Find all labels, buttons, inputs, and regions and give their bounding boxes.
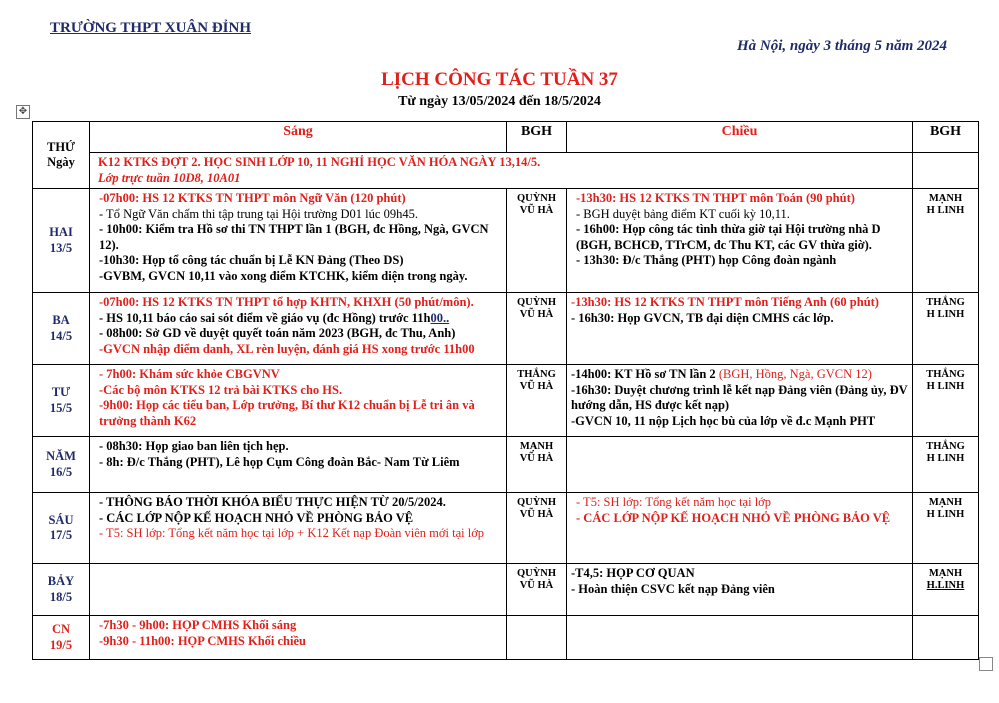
table-resize-handle-icon[interactable] [979,657,993,671]
list-item: - 08h00: Sở GD về duyệt quyết toán năm 2023 (BGH, đc Thu, Anh) [99,326,456,340]
bgh-morning-cell [507,616,567,660]
list-item: - CÁC LỚP NỘP KẾ HOẠCH NHỎ VỀ PHÒNG BẢO VỆ [99,510,414,525]
bgh-morning-cell [507,293,567,365]
day-name: CN [51,622,71,636]
bgh-name: VŨ HÀ [519,509,554,520]
list-item-text: - HS 10,11 báo cáo sai sót điểm về giáo vụ (đc Hồng) trước 11h [99,310,431,325]
day-header-line2: Ngày [47,155,75,169]
day-date: 18/5 [49,589,73,604]
list-item: -10h30: Họp tổ công tác chuẩn bị Lễ KN Đảng (Theo DS) [99,253,404,267]
list-item: -13h30: HS 12 KTKS TN THPT môn Tiếng Anh (60 phút) [571,295,879,309]
bgh-name: VŨ HÀ [519,205,554,216]
school-name: TRƯỜNG THPT XUÂN ĐỈNH [50,20,251,36]
table-move-handle-icon[interactable]: ✥ [16,105,30,119]
list-item: -GVCN 10, 11 nộp Lịch học bù của lớp về đ.c Mạnh PHT [571,413,876,428]
bgh-afternoon-cell [913,293,979,365]
table-row [33,564,979,616]
afternoon-cell [567,493,913,564]
day-date: 14/5 [49,328,73,343]
day-name: SÁU [48,512,74,527]
afternoon-cell [567,616,913,660]
notice-line: K12 KTKS ĐỢT 2. HỌC SINH LỚP 10, 11 NGHỈ HỌC VĂN HÓA NGÀY 13,14/5. [98,155,541,169]
morning-cell [90,437,507,493]
day-name: NĂM [46,449,76,463]
day-date: 13/5 [49,240,73,255]
list-item: -9h30 - 11h00: HỌP CMHS Khối chiều [99,633,306,648]
day-name: BẢY [47,574,75,588]
list-item: - T5: SH lớp: Tổng kết năm học tại lớp + K12 Kết nạp Đoàn viên mới tại lớp [99,526,485,540]
list-item: -7h30 - 9h00: HỌP CMHS Khối sáng [99,618,297,632]
bgh-name: QUỲNH [516,193,557,204]
list-item: - 8h: Đ/c Thắng (PHT), Lê họp Cụm Công đoàn Bắc- Nam Từ Liêm [99,454,460,469]
table-row [33,437,979,493]
list-item: - THÔNG BÁO THỜI KHÓA BIỂU THỰC HIỆN TỪ 20/5/2024. [99,495,446,509]
bgh-name: H LINH [926,381,965,392]
afternoon-header: Chiều [567,122,913,153]
bgh-name: THẮNG [926,441,965,452]
morning-header: Sáng [90,122,507,153]
bgh-morning-header: BGH [507,122,567,153]
bgh-morning-cell [507,437,567,493]
bgh-morning-cell [507,189,567,293]
list-item: - 13h30: Đ/c Thắng (PHT) họp Công đoàn ngành [576,253,837,267]
table-row [33,365,979,437]
bgh-name: QUỲNH [516,568,557,579]
bgh-morning-cell [507,564,567,616]
day-header-line1: THỨ [46,139,75,154]
list-item: - Hoàn thiện CSVC kết nạp Đảng viên [571,581,775,596]
table-row [33,616,979,660]
bgh-name: VŨ HÀ [519,381,554,392]
day-date: 16/5 [49,464,73,479]
bgh-name: QUỲNH [516,297,557,308]
afternoon-cell [567,189,913,293]
notice-row [33,153,979,189]
afternoon-cell [567,365,913,437]
bgh-name: MẠNH [519,441,554,452]
table-header-row [33,122,979,153]
morning-cell [90,564,507,616]
list-item-participants: (BGH, Hồng, Ngà, GVCN 12) [718,367,872,381]
list-item: -9h00: Họp các tiểu ban, Lớp trưởng, Bí thư K12 chuẩn bị Lễ tri ân và trưởng thành K62 [99,398,475,428]
place-date: Hà Nội, ngày 3 tháng 5 năm 2024 [736,38,947,54]
morning-cell [90,616,507,660]
day-name: BA [52,313,70,327]
date-range: Từ ngày 13/05/2024 đến 18/5/2024 [398,94,601,109]
day-cell [33,293,90,365]
list-item: - T5: SH lớp: Tổng kết năm học tại lớp [576,495,772,509]
bgh-morning-cell [507,493,567,564]
list-item-underlined: 00.. [430,310,450,325]
afternoon-cell [567,437,913,493]
list-item: - 08h30: Họp giao ban liên tịch hẹp. [99,439,289,453]
afternoon-cell [567,293,913,365]
bgh-name: VŨ HÀ [519,309,554,320]
list-item: - 7h00: Khám sức khỏe CBGVNV [99,367,280,381]
list-item [99,311,502,327]
list-item: - 10h00: Kiểm tra Hồ sơ thi TN THPT lần 1 (BGH, đc Hồng, Ngà, GVCN 12). [99,222,489,252]
notice-empty-cell [913,153,979,189]
day-cell [33,564,90,616]
bgh-name: MẠNH [928,193,963,204]
list-item: - 16h30: Họp GVCN, TB đại diện CMHS các lớp. [571,310,834,325]
list-item: - Tổ Ngữ Văn chấm thi tập trung tại Hội trường D01 lúc 09h45. [99,206,418,221]
duty-class-line: Lớp trực tuần 10D8, 10A01 [98,170,241,185]
bgh-name: H LINH [926,509,965,520]
bgh-name: THẮNG [926,297,965,308]
bgh-name: THẮNG [517,369,556,380]
bgh-name: H LINH [926,453,965,464]
morning-cell [90,293,507,365]
bgh-name: VŨ HÀ [519,580,554,591]
list-item: - BGH duyệt bảng điểm KT cuối kỳ 10,11. [576,206,790,221]
page-title: LỊCH CÔNG TÁC TUẦN 37 [381,69,618,90]
bgh-afternoon-cell [913,564,979,616]
list-item [571,367,908,383]
bgh-name: MẠNH [928,497,963,508]
day-cell [33,616,90,660]
bgh-afternoon-cell [913,437,979,493]
list-item: - 16h00: Họp công tác tình thừa giờ tại Hội trường nhà D (BGH, BCHCĐ, TTrCM, đc Thu KT, các GV thừa giờ). [576,222,881,252]
bgh-name: H.LINH [926,580,965,591]
bgh-afternoon-header: BGH [913,122,979,153]
list-item: -GVCN nhập điểm danh, XL rèn luyện, đánh giá HS xong trước 11h00 [99,341,475,356]
day-date: 17/5 [49,528,73,542]
table-row [33,493,979,564]
bgh-name: H LINH [926,205,965,216]
list-item: -T4,5: HỌP CƠ QUAN [571,566,695,580]
schedule-table [32,121,979,660]
day-date: 19/5 [49,637,73,652]
day-cell [33,437,90,493]
day-cell [33,365,90,437]
bgh-afternoon-cell [913,493,979,564]
bgh-name: THẮNG [926,369,965,380]
list-item: -16h30: Duyệt chương trình lễ kết nạp Đảng viên (Đảng ủy, ĐV hướng dẫn, HS được kết nạp) [571,382,908,412]
bgh-name: MẠNH [928,568,963,579]
morning-cell [90,365,507,437]
list-item-text: -14h00: KT Hồ sơ TN lần 2 [571,367,719,381]
table-row [33,189,979,293]
day-date: 15/5 [49,400,73,415]
bgh-name: H LINH [926,309,965,320]
day-name: HAI [49,225,73,239]
morning-cell [90,189,507,293]
bgh-morning-cell [507,365,567,437]
afternoon-cell [567,564,913,616]
day-cell [33,493,90,564]
bgh-afternoon-cell [913,365,979,437]
bgh-name: VŨ HÀ [519,453,554,464]
bgh-afternoon-cell [913,616,979,660]
bgh-afternoon-cell [913,189,979,293]
bgh-name: QUỲNH [516,497,557,508]
morning-cell [90,493,507,564]
day-cell [33,189,90,293]
list-item: -13h30: HS 12 KTKS TN THPT môn Toán (90 phút) [576,191,855,205]
list-item: -07h00: HS 12 KTKS TN THPT môn Ngữ Văn (120 phút) [99,191,406,205]
table-row [33,293,979,365]
list-item: -Các bộ môn KTKS 12 trả bài KTKS cho HS. [99,382,343,397]
list-item: -GVBM, GVCN 10,11 vào xong điểm KTCHK, kiểm diện trong ngày. [99,268,468,283]
notice-cell [90,153,913,189]
day-header [33,122,90,189]
day-name: TƯ [51,385,71,399]
list-item: -07h00: HS 12 KTKS TN THPT tổ hợp KHTN, KHXH (50 phút/môn). [99,295,474,309]
list-item: - CÁC LỚP NỘP KẾ HOẠCH NHỎ VỀ PHÒNG BẢO VỆ [576,510,891,525]
